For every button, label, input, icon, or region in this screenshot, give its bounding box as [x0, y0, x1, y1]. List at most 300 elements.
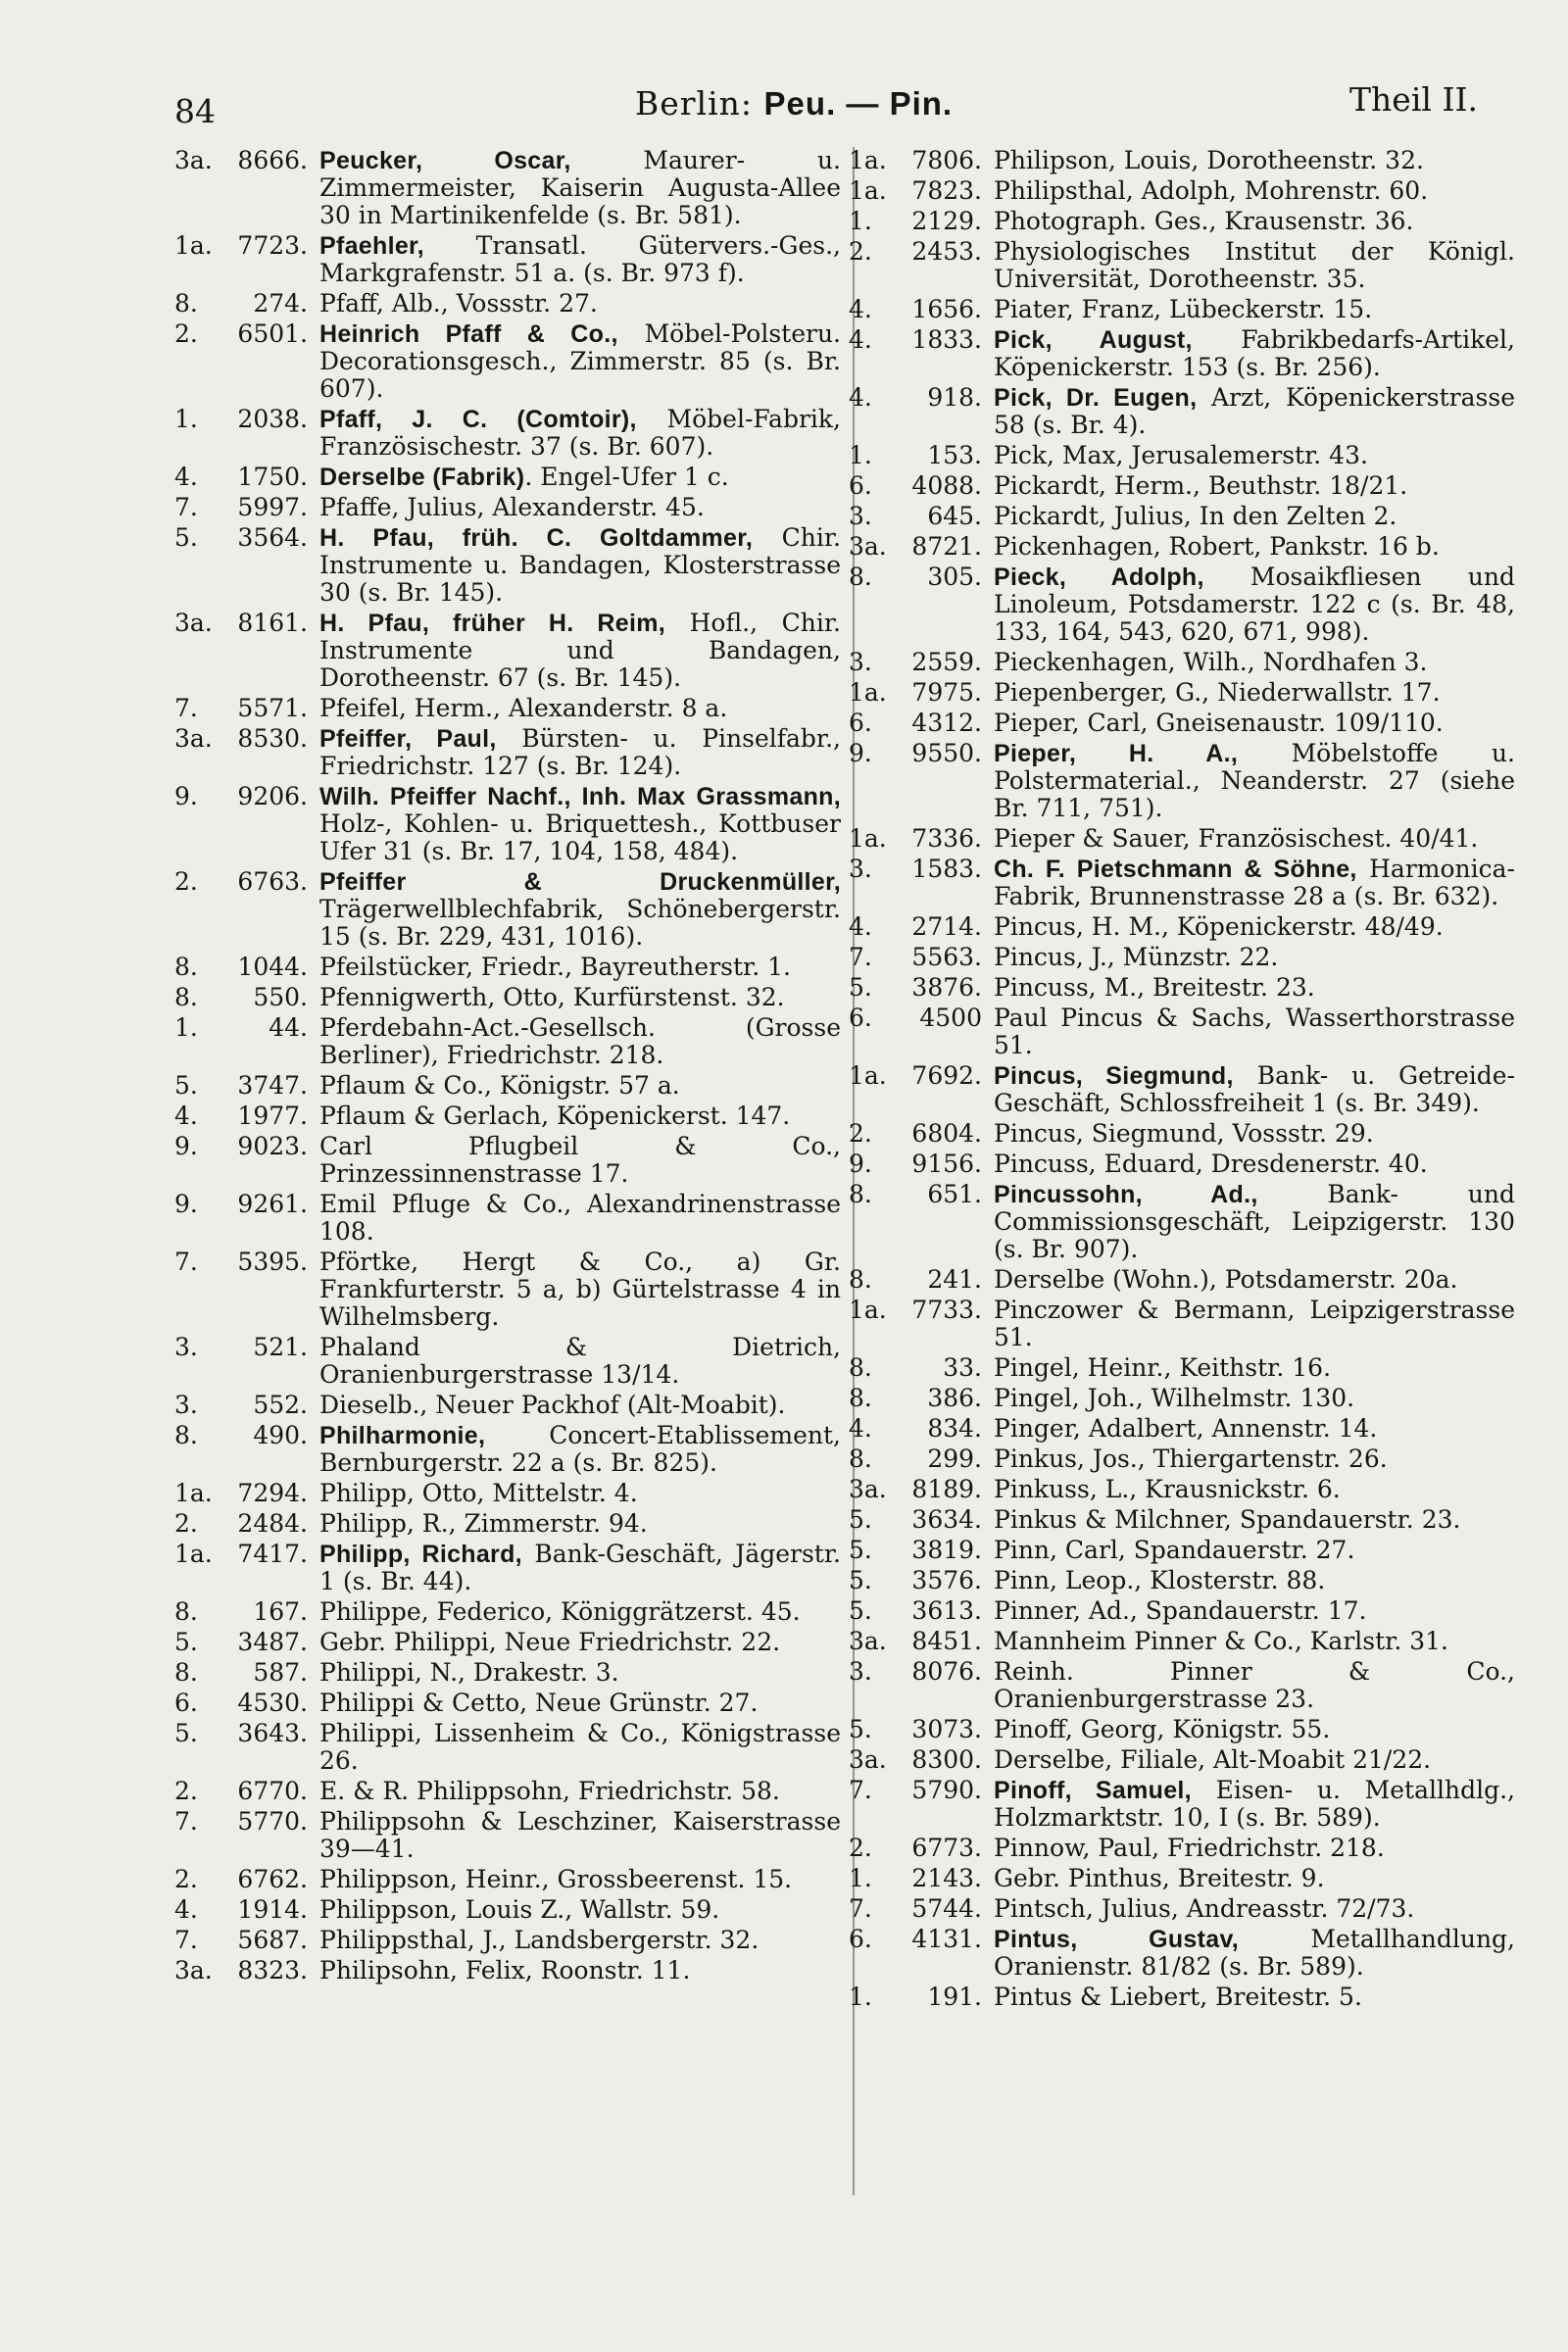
exchange-code: 3a. [174, 1956, 213, 1984]
title-range: Peu. — Pin. [763, 85, 954, 122]
entry-text [994, 1658, 1515, 1713]
entry-text [994, 1181, 1515, 1263]
exchange-code: 3a. [174, 724, 213, 753]
entry-text [994, 1354, 1515, 1382]
exchange-code: 1. [849, 441, 872, 469]
phone-number: 4131. [911, 1925, 982, 1953]
directory-entry [174, 1422, 841, 1477]
phone-number: 9261. [237, 1190, 308, 1218]
exchange-code: 4. [849, 912, 872, 941]
entry-details: Arzt, Köpenickerstrasse 58 (s. Br. 4). [994, 383, 1515, 439]
phone-number: 3747. [237, 1071, 308, 1100]
entry-details: Bank- u. Getreide-Geschäft, Schlossfreiheit 1 (s. Br. 349). [994, 1061, 1515, 1117]
phone-number: 7723. [237, 231, 308, 260]
entry-details: Dieselb., Neuer Packhof (Alt-Moabit). [319, 1391, 786, 1419]
directory-entry [849, 1658, 1515, 1713]
entry-name: Pincus, Siegmund, [994, 1062, 1234, 1090]
directory-entry [849, 1716, 1515, 1743]
directory-entry [849, 1628, 1515, 1655]
entry-details: Pflaum & Co., Königstr. 57 a. [319, 1071, 680, 1100]
phone-number: 5571. [237, 694, 308, 722]
entry-name: Pfeiffer, Paul, [319, 725, 497, 753]
directory-entry [174, 1191, 841, 1246]
phone-number: 3487. [237, 1628, 308, 1656]
phone-number: 7733. [911, 1296, 982, 1324]
exchange-code: 6. [849, 471, 872, 500]
directory-entry [174, 464, 841, 491]
entry-details: Piater, Franz, Lübeckerstr. 15. [994, 295, 1373, 323]
directory-entry [174, 1866, 841, 1893]
entry-text [994, 1151, 1515, 1178]
entry-details: Philippi, Lissenheim & Co., Königstrasse 26. [319, 1719, 841, 1775]
entry-details: Metallhandlung, Oranienstr. 81/82 (s. Br. 589). [994, 1925, 1515, 1981]
exchange-code: 1. [174, 405, 198, 433]
phone-number: 274. [253, 289, 308, 318]
exchange-code: 2. [174, 1777, 198, 1805]
phone-number: 3073. [911, 1715, 982, 1743]
directory-entry [849, 147, 1515, 174]
directory-entry [849, 710, 1515, 737]
entry-details: . Engel-Ufer 1 c. [524, 463, 729, 491]
exchange-code: 4. [174, 1895, 198, 1924]
entry-text [994, 944, 1515, 971]
entry-details: Pflaum & Gerlach, Köpenickerst. 147. [319, 1102, 791, 1130]
directory-entry [174, 783, 841, 865]
part-label: Theil II. [1349, 80, 1478, 119]
phone-number: 7692. [911, 1061, 982, 1090]
exchange-code: 9. [174, 1132, 198, 1160]
exchange-code: 4. [174, 1102, 198, 1130]
phone-number: 8161. [237, 609, 308, 637]
phone-number: 7806. [911, 146, 982, 174]
entry-text [319, 725, 841, 780]
exchange-code: 5. [174, 523, 198, 552]
entry-text [319, 464, 841, 491]
phone-number: 2143. [911, 1864, 982, 1892]
entry-details: Mannheim Pinner & Co., Karlstr. 31. [994, 1627, 1449, 1655]
entry-text [994, 1777, 1515, 1832]
exchange-code: 8. [849, 1445, 872, 1473]
entry-name: Wilh. Pfeiffer Nachf., Inh. Max Grassmann, [319, 783, 841, 810]
phone-number: 5744. [911, 1894, 982, 1923]
entry-text [994, 679, 1515, 707]
entry-text [994, 649, 1515, 676]
entry-details: Pinner, Ad., Spandauerstr. 17. [994, 1596, 1367, 1625]
phone-number: 4312. [911, 709, 982, 737]
exchange-code: 3. [174, 1391, 198, 1419]
entry-name: Pincussohn, Ad., [994, 1181, 1258, 1208]
exchange-code: 2. [174, 867, 198, 896]
entry-details: Eisen- u. Metallhdlg., Holzmarktstr. 10, I (s. Br. 589). [994, 1776, 1515, 1832]
entry-details: Pincus, J., Münzstr. 22. [994, 943, 1279, 971]
directory-entry [174, 1510, 841, 1538]
entry-details: Pingel, Joh., Wilhelmstr. 130. [994, 1384, 1355, 1412]
entry-text [319, 1629, 841, 1656]
exchange-code: 1a. [849, 1296, 887, 1324]
phone-number: 587. [253, 1658, 308, 1687]
entry-text [319, 1014, 841, 1069]
phone-number: 1750. [237, 463, 308, 491]
entry-text [319, 954, 841, 981]
directory-entry [849, 503, 1515, 530]
entry-text [319, 1957, 841, 1984]
exchange-code: 5. [174, 1628, 198, 1656]
exchange-code: 1a. [849, 1061, 887, 1090]
exchange-code: 7. [849, 943, 872, 971]
directory-entry [174, 954, 841, 981]
entry-text [319, 494, 841, 521]
entry-text [319, 1808, 841, 1863]
exchange-code: 1. [849, 1864, 872, 1892]
phone-number: 4088. [911, 471, 982, 500]
directory-entry [174, 494, 841, 521]
entry-text [994, 533, 1515, 561]
directory-entry [174, 1072, 841, 1100]
directory-entry [174, 1720, 841, 1775]
entry-details: Bürsten- u. Pinselfabr., Friedrichstr. 127 (s. Br. 124). [319, 724, 842, 780]
phone-number: 191. [927, 1983, 982, 2011]
exchange-code: 7. [174, 493, 198, 521]
phone-number: 7336. [911, 824, 982, 853]
entry-details: Philippson, Heinr., Grossbeerenst. 15. [319, 1865, 793, 1893]
entry-text [319, 1510, 841, 1538]
entry-text [994, 1297, 1515, 1351]
directory-entry [174, 1629, 841, 1656]
directory-entry [174, 1659, 841, 1687]
directory-entry [849, 1004, 1515, 1059]
directory-entry [849, 1415, 1515, 1443]
entry-details: Möbel-Fabrik, Französischestr. 37 (s. Br. 607). [319, 405, 841, 461]
entry-text [319, 147, 841, 229]
exchange-code: 6. [174, 1689, 198, 1717]
exchange-code: 3. [849, 1657, 872, 1686]
exchange-code: 4. [849, 325, 872, 354]
directory-entry [849, 856, 1515, 910]
entry-details: Harmonica-Fabrik, Brunnenstrasse 28 a (s. Br. 632). [994, 855, 1515, 910]
phone-number: 1656. [911, 295, 982, 323]
phone-number: 6770. [237, 1777, 308, 1805]
exchange-code: 3. [849, 648, 872, 676]
entry-name: H. Pfau, früh. C. Goltdammer, [319, 524, 754, 552]
entry-details: Hofl., Chir. Instrumente und Bandagen, Dorotheenstr. 67 (s. Br. 145). [319, 609, 841, 692]
entry-text [994, 503, 1515, 530]
exchange-code: 3a. [174, 609, 213, 637]
directory-entry [849, 208, 1515, 235]
entry-text [994, 1415, 1515, 1443]
right-column [849, 147, 1515, 2014]
entry-details: Transatl. Gütervers.-Ges., Markgrafenstr. 51 a. (s. Br. 973 f). [319, 231, 841, 287]
exchange-code: 5. [849, 1536, 872, 1564]
entry-text [319, 610, 841, 692]
phone-number: 6501. [237, 319, 308, 348]
entry-text [994, 1506, 1515, 1534]
entry-text [994, 740, 1515, 822]
exchange-code: 7. [174, 1248, 198, 1276]
phone-number: 9550. [911, 739, 982, 767]
phone-number: 5563. [911, 943, 982, 971]
directory-entry [849, 1476, 1515, 1503]
directory-entry [174, 1927, 841, 1954]
exchange-code: 3a. [849, 1745, 887, 1774]
exchange-code: 1a. [849, 824, 887, 853]
directory-entry [174, 1133, 841, 1188]
exchange-code: 3a. [174, 146, 213, 174]
entry-text [994, 825, 1515, 853]
entry-text [319, 1191, 841, 1246]
entry-details: Trägerwellblechfabrik, Schönebergerstr. 15 (s. Br. 229, 431, 1016). [319, 895, 841, 951]
entry-text [994, 442, 1515, 469]
phone-number: 153. [927, 441, 982, 469]
exchange-code: 8. [174, 1597, 198, 1626]
phone-number: 4530. [237, 1689, 308, 1717]
phone-number: 2484. [237, 1509, 308, 1538]
exchange-code: 5. [849, 1596, 872, 1625]
entry-text [994, 1926, 1515, 1981]
phone-number: 386. [927, 1384, 982, 1412]
left-column [174, 147, 841, 1987]
directory-entry [849, 1746, 1515, 1774]
phone-number: 521. [253, 1333, 308, 1361]
directory-entry [849, 384, 1515, 439]
entry-name: Pfeiffer & Druckenmüller, [319, 868, 841, 896]
directory-entry [849, 1120, 1515, 1148]
entry-text [319, 1249, 841, 1331]
directory-entry [849, 1865, 1515, 1892]
entry-text [994, 326, 1515, 381]
entry-details: Phaland & Dietrich, Oranienburgerstrasse 13/14. [319, 1333, 841, 1389]
entry-details: Pinn, Leop., Klosterstr. 88. [994, 1566, 1326, 1594]
directory-entry [849, 740, 1515, 822]
entry-details: Gebr. Pinthus, Breitestr. 9. [994, 1864, 1325, 1892]
phone-number: 552. [253, 1391, 308, 1419]
phone-number: 5770. [237, 1807, 308, 1836]
directory-entry [849, 326, 1515, 381]
exchange-code: 3a. [849, 1627, 887, 1655]
exchange-code: 7. [849, 1894, 872, 1923]
exchange-code: 1a. [849, 146, 887, 174]
directory-entry [174, 1392, 841, 1419]
phone-number: 1583. [911, 855, 982, 883]
entry-name: Pfaff, J. C. (Comtoir), [319, 406, 637, 433]
entry-text [319, 868, 841, 951]
exchange-code: 5. [174, 1719, 198, 1747]
phone-number: 2559. [911, 648, 982, 676]
phone-number: 4500 [919, 1004, 982, 1032]
phone-number: 44. [269, 1013, 308, 1042]
phone-number: 550. [253, 983, 308, 1011]
entry-details: Pickardt, Julius, In den Zelten 2. [994, 502, 1397, 530]
directory-entry [174, 1957, 841, 1984]
phone-number: 6763. [237, 867, 308, 896]
entry-details: Fabrikbedarfs-Artikel, Köpenickerstr. 153 (s. Br. 256). [994, 325, 1515, 381]
exchange-code: 7. [849, 1776, 872, 1804]
entry-details: Carl Pflugbeil & Co., Prinzessinnenstrasse 17. [319, 1132, 841, 1188]
exchange-code: 1a. [174, 1479, 213, 1507]
exchange-code: 8. [849, 1384, 872, 1412]
directory-entry [849, 1297, 1515, 1351]
phone-number: 7823. [911, 176, 982, 205]
directory-entry [849, 1984, 1515, 2011]
entry-name: Heinrich Pfaff & Co., [319, 320, 618, 348]
directory-entry [174, 1896, 841, 1924]
directory-entry [849, 177, 1515, 205]
phone-number: 7294. [237, 1479, 308, 1507]
entry-details: Concert-Etablissement, Bernburgerstr. 22 a (s. Br. 825). [319, 1421, 841, 1477]
page-number: 84 [174, 92, 216, 130]
phone-number: 1914. [237, 1895, 308, 1924]
entry-name: H. Pfau, früher H. Reim, [319, 610, 665, 637]
entry-details: Pfaff, Alb., Vossstr. 27. [319, 289, 598, 318]
entry-details: Photograph. Ges., Krausenstr. 36. [994, 207, 1414, 235]
entry-text [319, 1334, 841, 1389]
directory-entry [174, 1102, 841, 1130]
directory-entry [174, 1334, 841, 1389]
entry-name: Peucker, Oscar, [319, 147, 571, 174]
directory-entry [174, 1480, 841, 1507]
entry-details: Pincus, H. M., Köpenickerstr. 48/49. [994, 912, 1444, 941]
entry-name: Pfaehler, [319, 232, 424, 260]
entry-text [994, 1004, 1515, 1059]
directory-entry [174, 1014, 841, 1069]
page-header [174, 80, 1478, 139]
entry-details: Philippi & Cetto, Neue Grünstr. 27. [319, 1689, 759, 1717]
entry-details: Möbelstoffe u. Polstermaterial., Neanderstr. 27 (siehe Br. 711, 751). [994, 739, 1516, 822]
phone-number: 7417. [237, 1540, 308, 1568]
exchange-code: 7. [174, 694, 198, 722]
phone-number: 2714. [911, 912, 982, 941]
exchange-code: 2. [174, 319, 198, 348]
entry-text [319, 695, 841, 722]
exchange-code: 2. [174, 1865, 198, 1893]
entry-details: Möbel-Polsteru. Decorationsgesch., Zimmerstr. 85 (s. Br. 607). [319, 319, 841, 403]
phone-number: 241. [927, 1265, 982, 1294]
entry-name: Pinoff, Samuel, [994, 1777, 1192, 1804]
phone-number: 167. [253, 1597, 308, 1626]
phone-number: 9156. [911, 1150, 982, 1178]
entry-details: Pinkus & Milchner, Spandauerstr. 23. [994, 1505, 1461, 1534]
entry-text [994, 472, 1515, 500]
directory-entry [174, 695, 841, 722]
exchange-code: 2. [174, 1509, 198, 1538]
entry-details: Pieper, Carl, Gneisenaustr. 109/110. [994, 709, 1444, 737]
exchange-code: 5. [849, 1505, 872, 1534]
entry-text [994, 1120, 1515, 1148]
entry-details: Derselbe, Filiale, Alt-Moabit 21/22. [994, 1745, 1432, 1774]
directory-entry [174, 290, 841, 318]
directory-entry [174, 1541, 841, 1595]
exchange-code: 7. [174, 1926, 198, 1954]
entry-details: Pincuss, M., Breitestr. 23. [994, 973, 1315, 1002]
exchange-code: 3. [849, 502, 872, 530]
directory-entry [849, 974, 1515, 1002]
entry-details: Philipsthal, Adolph, Mohrenstr. 60. [994, 176, 1429, 205]
exchange-code: 8. [174, 1421, 198, 1449]
exchange-code: 1. [174, 1013, 198, 1042]
directory-entry [174, 1778, 841, 1805]
entry-text [319, 783, 841, 865]
directory-entry [849, 649, 1515, 676]
exchange-code: 5. [849, 1715, 872, 1743]
phone-number: 5687. [237, 1926, 308, 1954]
entry-text [994, 1537, 1515, 1564]
exchange-code: 6. [849, 1004, 872, 1032]
directory-entry [849, 1266, 1515, 1294]
entry-details: Pickenhagen, Robert, Pankstr. 16 b. [994, 532, 1440, 561]
entry-text [994, 1062, 1515, 1117]
phone-number: 8451. [911, 1627, 982, 1655]
directory-entry [174, 610, 841, 692]
directory-entry [849, 679, 1515, 707]
entry-details: Pferdebahn-Act.-Gesellsch. (Grosse Berliner), Friedrichstr. 218. [319, 1013, 841, 1069]
exchange-code: 3a. [849, 532, 887, 561]
directory-entry [849, 1835, 1515, 1862]
exchange-code: 9. [174, 1190, 198, 1218]
entry-text [319, 1720, 841, 1775]
entry-details: Pingel, Heinr., Keithstr. 16. [994, 1353, 1332, 1382]
exchange-code: 1a. [174, 1540, 213, 1568]
entry-text [994, 1476, 1515, 1503]
directory-entry [174, 984, 841, 1011]
phone-number: 8300. [911, 1745, 982, 1774]
phone-number: 3876. [911, 973, 982, 1002]
directory-entry [174, 1808, 841, 1863]
exchange-code: 3. [849, 855, 872, 883]
entry-details: Pintus & Liebert, Breitestr. 5. [994, 1983, 1362, 2011]
directory-entry [849, 1926, 1515, 1981]
entry-details: Maurer- u. Zimmermeister, Kaiserin Augusta-Allee 30 in Martinikenfelde (s. Br. 581). [319, 146, 841, 229]
exchange-code: 8. [849, 1180, 872, 1208]
entry-text [319, 1866, 841, 1893]
entry-text [994, 1835, 1515, 1862]
directory-entry [849, 825, 1515, 853]
entry-text [994, 1865, 1515, 1892]
phone-number: 9023. [237, 1132, 308, 1160]
exchange-code: 1. [849, 1983, 872, 2011]
exchange-code: 1a. [849, 176, 887, 205]
directory-entry [174, 725, 841, 780]
directory-entry [174, 406, 841, 461]
exchange-code: 8. [174, 983, 198, 1011]
entry-name: Pick, August, [994, 326, 1193, 354]
entry-text [319, 320, 841, 403]
exchange-code: 4. [849, 295, 872, 323]
entry-text [319, 232, 841, 287]
entry-text [994, 710, 1515, 737]
directory-entry [849, 913, 1515, 941]
directory-entry [849, 1354, 1515, 1382]
directory-entry [174, 1249, 841, 1331]
entry-details: Pinoff, Georg, Königstr. 55. [994, 1715, 1331, 1743]
phone-number: 8530. [237, 724, 308, 753]
entry-text [994, 1597, 1515, 1625]
entry-details: Pfennigwerth, Otto, Kurfürstenst. 32. [319, 983, 785, 1011]
exchange-code: 8. [849, 1265, 872, 1294]
entry-text [319, 1422, 841, 1477]
entry-details: Derselbe (Wohn.), Potsdamerstr. 20a. [994, 1265, 1458, 1294]
directory-entry [849, 1567, 1515, 1594]
exchange-code: 2. [849, 237, 872, 266]
directory-entry [174, 1598, 841, 1626]
entry-text [994, 147, 1515, 174]
entry-details: Pfeifel, Herm., Alexanderstr. 8 a. [319, 694, 728, 722]
entry-name: Philharmonie, [319, 1422, 486, 1449]
phone-number: 3613. [911, 1596, 982, 1625]
directory-entry [849, 944, 1515, 971]
exchange-code: 8. [174, 1658, 198, 1687]
exchange-code: 5. [849, 973, 872, 1002]
phone-number: 8721. [911, 532, 982, 561]
phone-number: 9206. [237, 782, 308, 810]
